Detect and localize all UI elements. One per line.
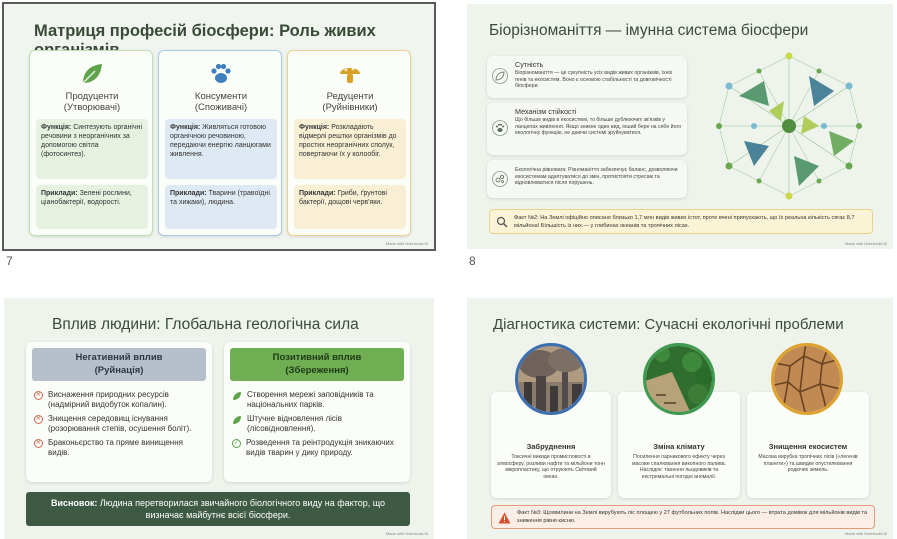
problem-title: Зміна клімату	[653, 442, 705, 451]
problem-title: Забруднення	[526, 442, 576, 451]
slide-thumbnail-7[interactable]	[4, 4, 434, 249]
slide-number: 8	[469, 254, 476, 268]
function-box	[165, 119, 277, 179]
column-name: Продуценти	[65, 91, 119, 102]
deforestation-image	[642, 342, 716, 416]
slide-number: 7	[6, 254, 13, 268]
slide-title: Діагностика системи: Сучасні екологічні проблеми	[493, 316, 844, 333]
list-item: Створення мережі заповідників та національних парків.	[232, 390, 404, 409]
list-item: ✕ Виснаження природних ресурсів (надмірний видобуток копалин).	[35, 390, 169, 409]
x-circle-icon: ✕	[35, 416, 42, 422]
slide-title: Вплив людини: Глобальна геологічна сила	[52, 316, 359, 333]
leaf-icon	[492, 68, 508, 84]
function-label: Функція:	[299, 124, 330, 131]
examples-label: Приклади:	[170, 190, 207, 197]
slide-thumbnail-10[interactable]	[467, 298, 893, 539]
problem-text: Масова вирубка тропічних лісів («легенів планети») та швидке опустелювання родючих земель.	[758, 454, 858, 474]
examples-box	[36, 185, 148, 229]
positive-impact-card	[224, 342, 410, 482]
fact-box	[489, 209, 873, 234]
cracked-earth-image	[770, 342, 844, 416]
list-item: Штучне відновлення лісів (лісовідновлення).	[232, 414, 404, 433]
column-name: Консументи	[194, 91, 248, 102]
problem-text: Посилення парникового ефекту через масове спалювання викопного палива. Наслідок: танення льодовиків та екстремальні погодні аномалії.	[632, 454, 726, 480]
watermark: Made with NotebookLM	[844, 531, 887, 536]
bubbles-icon	[492, 171, 508, 187]
mushroom-icon	[337, 61, 363, 87]
list-item: ✕ Знищення середовищ існування (розорювання степів, осушення боліт).	[35, 414, 192, 433]
slide-thumbnail-9[interactable]	[4, 298, 434, 539]
problem-title: Знищення екосистем	[768, 442, 848, 451]
column-name: Редуценти	[326, 91, 374, 102]
slide-title: Матриця професій біосфери: Роль живих	[34, 22, 376, 40]
fact-text: Факт №2: На Землі офіційно описано близько 1,7 млн видів живих істот, проте вчені припускають, що їх реальна кількість сягає 8,7 мільйона! Більшість із них — у глибинах океанів та тропічних лісах.	[514, 215, 855, 229]
function-box	[294, 119, 406, 179]
function-label: Функція:	[41, 124, 72, 131]
paw-icon	[208, 61, 234, 87]
problem-text: Токсичні викиди промисловості в атмосферу, розливи нафти та мільйони тонн мікропластику, що отруюють Світовий океан.	[497, 454, 605, 480]
function-text: Синтезують органічні речовини з неорганічних за допомогою світла (фотосинтез).	[41, 124, 143, 158]
producers-card	[29, 50, 153, 236]
watermark: Made with NotebookLM	[385, 531, 428, 536]
function-box	[36, 119, 148, 179]
examples-text: Зелені рослини, ціанобактерії, водорості.	[41, 190, 132, 206]
function-label: Функція:	[170, 124, 201, 131]
slide-thumbnail-8[interactable]	[467, 4, 893, 249]
balance-item	[487, 160, 687, 198]
item-title: Механізм стійкості	[515, 107, 577, 116]
check-circle-icon: ✓	[233, 440, 240, 446]
positive-list	[232, 390, 404, 457]
fact-box	[491, 505, 875, 529]
function-text: Живляться готовою органічною речовиною, передаючи енергію ланцюгами живлення.	[170, 124, 271, 158]
resilience-item	[487, 103, 687, 155]
examples-text: Гриби, ґрунтові бактерії, дощові черв'яки.	[299, 190, 387, 206]
essence-item	[487, 56, 687, 98]
consumers-card	[158, 50, 282, 236]
positive-header: Позитивний вплив (Збереження)	[230, 348, 404, 381]
item-text: Що більше видів в екосистемі, то більше дублюючих зв'язків у ланцюгах живлення. Якщо зникне один вид, інший бере на себе його екологічну функцію, не даючи системі зруйнуватися.	[515, 117, 682, 137]
examples-label: Приклади:	[41, 190, 78, 197]
paw-icon	[492, 120, 508, 136]
negative-list	[34, 390, 206, 457]
leaf-icon	[79, 61, 105, 87]
list-item: ✓ Розведення та реінтродукція зникаючих видів тварин у дику природу.	[233, 438, 394, 457]
pollution-image	[514, 342, 588, 416]
leaf-icon	[232, 391, 242, 401]
item-title: Сутність	[515, 60, 544, 69]
magnifier-icon	[496, 216, 508, 228]
conclusion-banner	[26, 492, 410, 526]
negative-impact-card	[26, 342, 212, 482]
column-subtitle: (Утворювачі)	[63, 102, 121, 113]
item-text: Біорізноманіття — це сукупність усіх видів живих організмів, їхніх генів та екосистем. Воно є основою стабільності та довговічності біосфери.	[515, 70, 673, 90]
column-subtitle: (Руйнівники)	[322, 102, 378, 113]
conclusion-label: Висновок:	[50, 498, 98, 508]
watermark: Made with NotebookLM	[844, 241, 887, 246]
slide-title: Біорізноманіття — імунна система біосфери	[489, 22, 809, 39]
x-circle-icon: ✕	[35, 392, 42, 398]
biodiversity-network-illustration	[709, 46, 869, 206]
conclusion-text: Людина перетворилася звичайного біологічного виду на фактор, що визначає майбутнє всієї біосфери.	[99, 498, 386, 520]
decomposers-card	[287, 50, 411, 236]
examples-text: Тварини (травоїдні та хижаки), людина.	[170, 190, 270, 206]
list-item: ✕ Браконьєрство та пряме винищення видів.	[35, 438, 183, 457]
watermark: Made with NotebookLM	[385, 241, 428, 246]
item-text: Екологічна рівновага: Різноманіття забезпечує баланс, дозволяючи екосистемам адаптуватися до змін, протистояти стресам та відновлюватися після порушень.	[515, 167, 678, 187]
examples-box	[294, 185, 406, 229]
leaf-icon	[232, 415, 242, 425]
negative-header: Негативний вплив (Руйнація)	[32, 348, 206, 381]
examples-box	[165, 185, 277, 229]
fact-text: Факт №3: Щохвилини на Землі вирубують ліс площею у 27 футбольних полів. Наслідки цього — втрата домівок для мільйонів видів та зниження рівня кисню.	[517, 510, 868, 524]
warning-icon	[498, 512, 511, 524]
examples-label: Приклади:	[299, 190, 336, 197]
column-subtitle: (Споживачі)	[194, 102, 248, 113]
x-circle-icon: ✕	[35, 440, 42, 446]
function-text: Розкладають відмерлі рештки організмів до простих неорганічних сполук, повертаючи їх у колообіг.	[299, 124, 397, 158]
